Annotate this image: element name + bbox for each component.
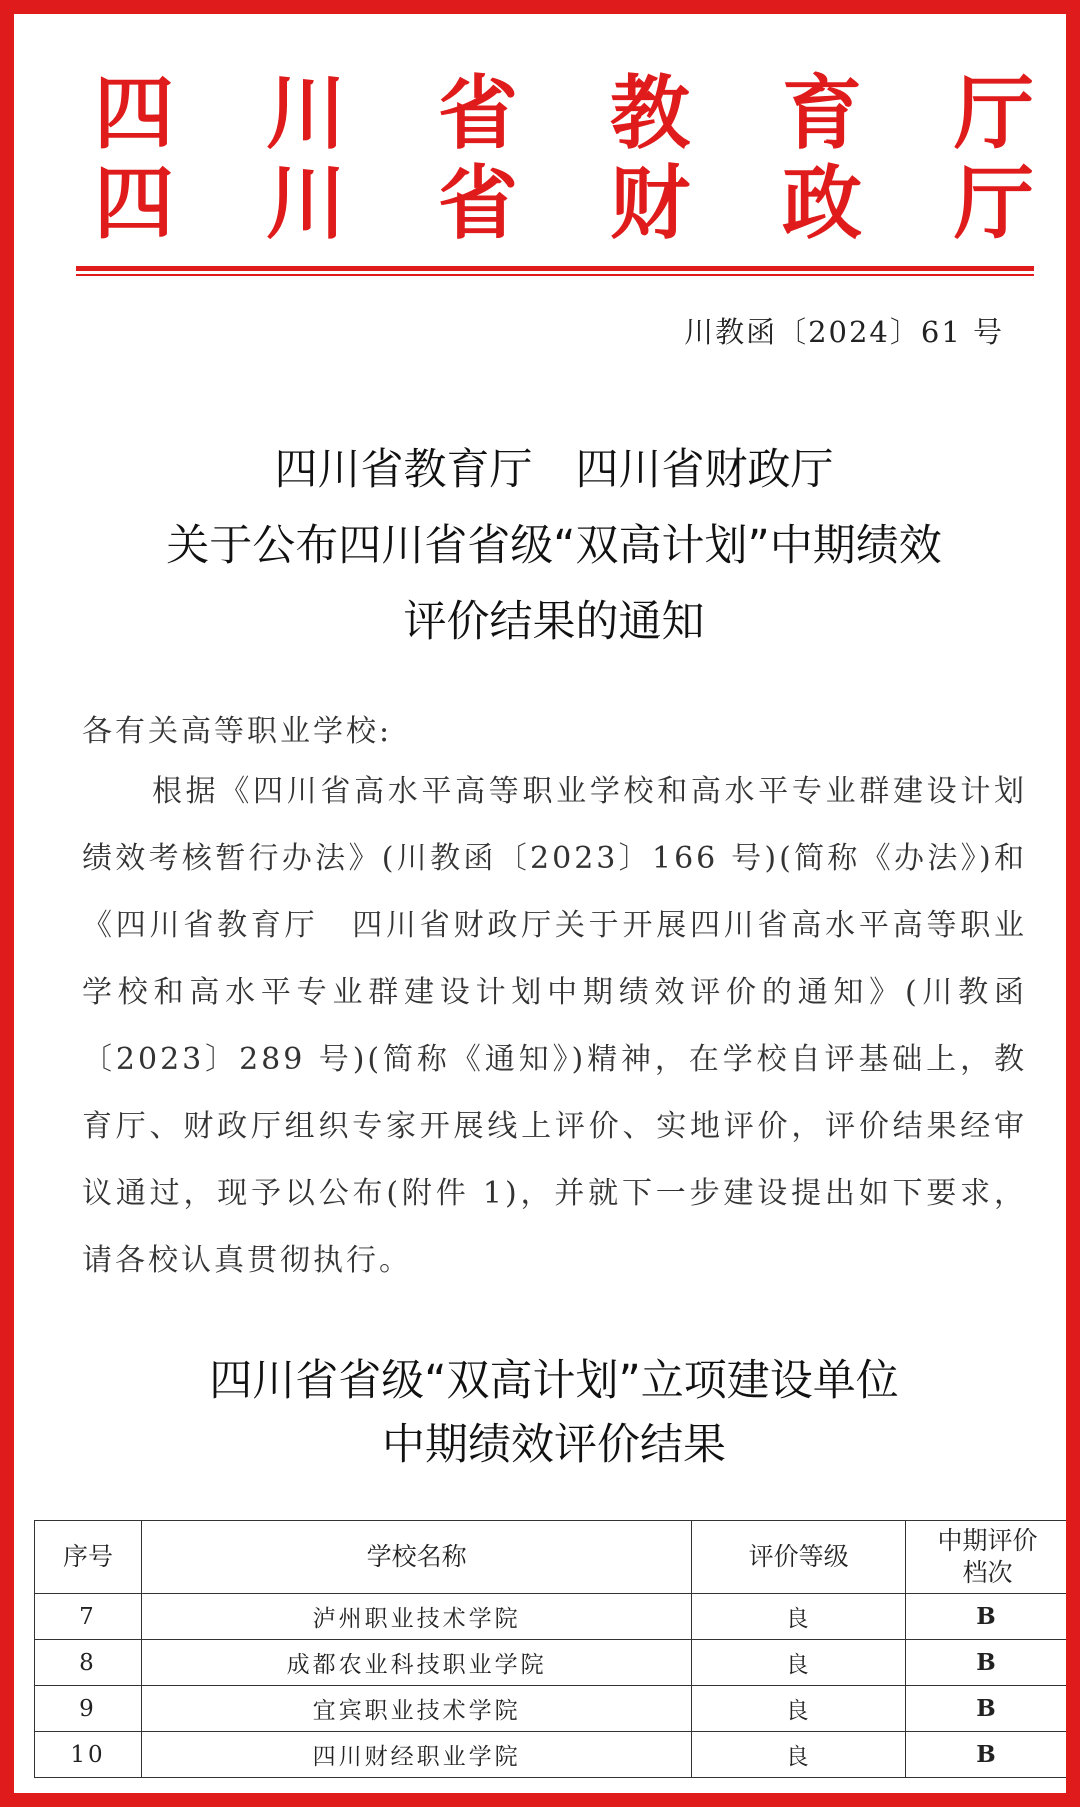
cell-index: 9 xyxy=(35,1686,142,1732)
masthead-char: 省 xyxy=(438,157,518,250)
header-grade xyxy=(906,1521,1070,1594)
cell-rating: 良 xyxy=(692,1732,906,1778)
masthead-char: 川 xyxy=(266,157,346,250)
cell-index: 8 xyxy=(35,1640,142,1686)
table-row xyxy=(35,1686,1070,1732)
masthead-education-dept xyxy=(94,67,1034,160)
cell-grade: B xyxy=(906,1686,1070,1732)
section-title-line: 四川省省级“双高计划”立项建设单位 xyxy=(209,1356,899,1406)
masthead-char: 四 xyxy=(94,157,174,250)
table-row xyxy=(35,1594,1070,1640)
cell-index: 7 xyxy=(35,1594,142,1640)
cell-rating: 良 xyxy=(692,1640,906,1686)
document-title xyxy=(74,432,1034,660)
section-title-line: 中期绩效评价结果 xyxy=(382,1420,726,1470)
masthead-char: 省 xyxy=(438,67,518,160)
cell-rating: 良 xyxy=(692,1686,906,1732)
title-line: 四川省教育厅 四川省财政厅 xyxy=(274,445,834,495)
cell-school-name: 四川财经职业学院 xyxy=(141,1732,691,1778)
cell-school-name: 成都农业科技职业学院 xyxy=(141,1640,691,1686)
masthead-divider-thin xyxy=(76,274,1034,276)
results-section-title xyxy=(74,1349,1034,1477)
addressee: 各有关高等职业学校: xyxy=(82,714,393,749)
masthead-char: 四 xyxy=(94,67,174,160)
cell-index: 10 xyxy=(35,1732,142,1778)
masthead-finance-dept xyxy=(94,157,1034,250)
masthead-char: 教 xyxy=(610,67,690,160)
table-row xyxy=(35,1640,1070,1686)
table-header-row xyxy=(35,1521,1070,1594)
masthead-char: 政 xyxy=(782,157,862,250)
masthead-char: 财 xyxy=(610,157,690,250)
cell-school-name: 宜宾职业技术学院 xyxy=(141,1686,691,1732)
header-rating: 评价等级 xyxy=(692,1521,906,1594)
masthead-divider xyxy=(76,266,1034,271)
cell-school-name: 泸州职业技术学院 xyxy=(141,1594,691,1640)
title-line: 关于公布四川省省级“双高计划”中期绩效 xyxy=(166,521,942,571)
cell-grade: B xyxy=(906,1640,1070,1686)
table-row xyxy=(35,1732,1070,1778)
masthead-char: 川 xyxy=(266,67,346,160)
header-grade-label: 中期评价档次 xyxy=(937,1526,1038,1587)
body-paragraph: 根据《四川省高水平高等职业学校和高水平专业群建设计划绩效考核暂行办法》(川教函〔2023〕166 号)(简称《办法》)和《四川省教育厅 四川省财政厅关于开展四川省高水平高等职业学校和高水平专业群建设计划中期绩效评价的通知》(川教函〔2023〕289 号)(简称《通知》)精神，在学校自评基础上，教育厅、财政厅组织专家开展线上评价、实地评价，评价结果经审议通过，现予以公布(附件 1)，并就下一步建设提出如下要求，请各校认真贯彻执行。 xyxy=(82,774,1027,1278)
masthead-char: 育 xyxy=(782,67,862,160)
cell-rating: 良 xyxy=(692,1594,906,1640)
header-index: 序号 xyxy=(35,1521,142,1594)
header-school-name: 学校名称 xyxy=(141,1521,691,1594)
title-line: 评价结果的通知 xyxy=(403,597,705,647)
cell-grade: B xyxy=(906,1732,1070,1778)
masthead-char: 厅 xyxy=(954,157,1034,250)
cell-grade: B xyxy=(906,1594,1070,1640)
masthead-char: 厅 xyxy=(954,67,1034,160)
results-table xyxy=(34,1520,1070,1778)
document-number: 川教函〔2024〕61 号 xyxy=(684,315,1004,349)
